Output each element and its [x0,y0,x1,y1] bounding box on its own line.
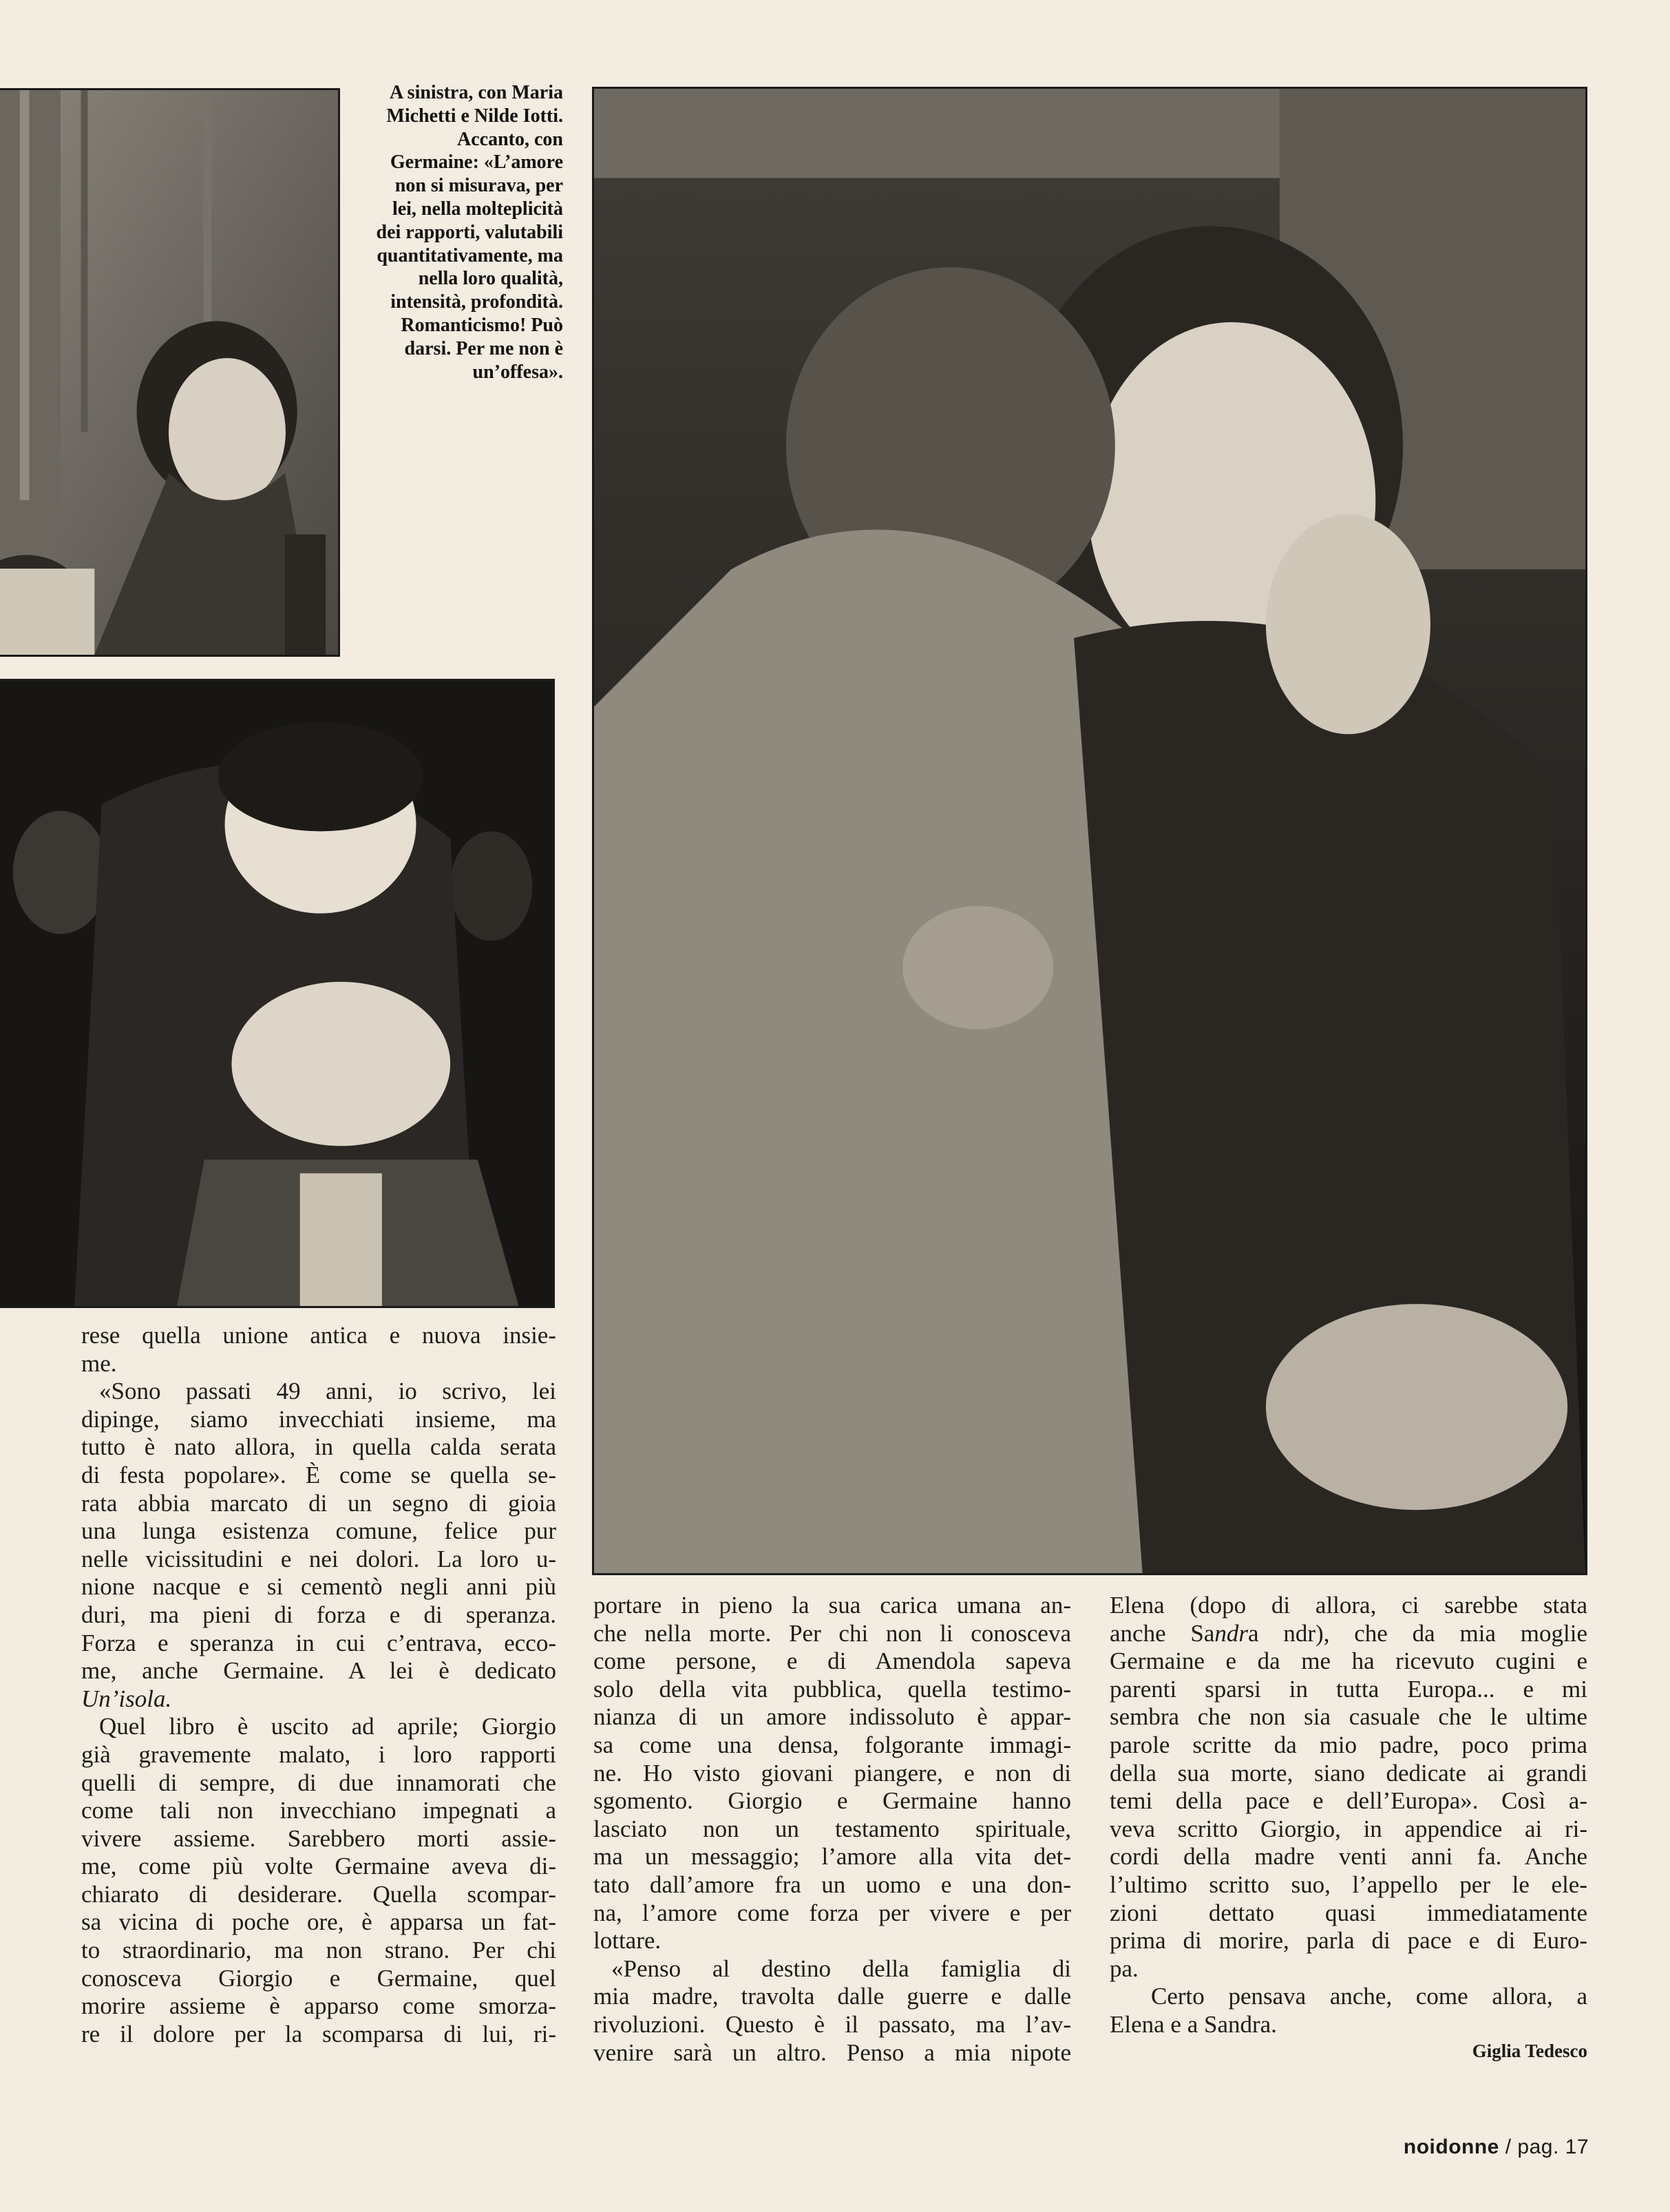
photo-couple-embrace [592,87,1587,1575]
text-line: parole scritte da mio padre, poco prima [1110,1731,1587,1758]
text-line: «Penso al destino della famiglia di [611,1955,1071,1982]
text-line: della sua morte, siano dedicate ai grandi [1110,1759,1587,1787]
page-number: pag. 17 [1517,2136,1589,2158]
text-line: Elena e a Sandra. [1110,2010,1277,2038]
article-column-2 [593,1592,1071,2067]
caption-line: A sinistra, con Maria [390,82,563,103]
text-line: lasciato non un testamento spirituale, [593,1815,1071,1842]
article-column-3 [1110,1592,1587,2039]
caption-line: nella loro qualità, [418,268,563,290]
caption-line: Germaine: «L’amore [390,151,563,173]
text-line: cordi della madre venti anni fa. Anche [1110,1843,1587,1871]
text-line: temi della pace e dell’Europa». Così a- [1110,1787,1587,1815]
caption-line: lei, nella molteplicità [392,198,563,220]
caption-line: quantitativamente, ma [377,244,563,266]
text-line: me, come più volte Germaine aveva di- [81,1853,556,1880]
text-line: conosceva Giorgio e Germaine, quel [81,1964,556,1992]
text-line: mia madre, travolta dalle guerre e dalle [593,1983,1071,2010]
caption-line: Michetti e Nilde Iotti. [386,105,563,127]
text-line: portare in pieno la sua carica umana an- [593,1592,1071,1619]
caption-line: dei rapporti, valutabili [376,221,563,243]
text-line: anche Sandra ndr), che da mia moglie [1110,1619,1587,1647]
text-line: vivere assieme. Sarebbero morti assie- [81,1824,556,1852]
magazine-name: noidonne [1403,2136,1499,2158]
text-line: ne. Ho visto giovani piangere, e non di [593,1759,1071,1787]
text-line: duri, ma pieni di forza e di speranza. [81,1601,556,1628]
text-line: tutto è nato allora, in quella calda serata [81,1433,556,1461]
text-line: già gravemente malato, i loro rapporti [81,1740,556,1768]
photo-caption [336,81,563,383]
text-line: rese quella unione antica e nuova insie- [81,1322,556,1349]
text-line: ma un messaggio; l’amore alla vita det- [593,1843,1071,1871]
photo-woman-smiling [0,88,340,657]
text-line: parenti sparsi in tutta Europa... e mi [1110,1675,1587,1703]
text-line: dipinge, siamo invecchiati insieme, ma [81,1405,556,1433]
text-line: Elena (dopo di allora, ci sarebbe stata [1110,1592,1587,1619]
text-line: to straordinario, ma non strano. Per chi [81,1937,556,1964]
caption-line: Romanticismo! Può [401,314,563,336]
text-line: sa vicina di poche ore, è apparsa un fat- [81,1908,556,1936]
text-line: zioni dettato quasi immediatamente [1110,1899,1587,1926]
text-line: nione nacque e si cementò negli anni più [81,1573,556,1601]
editor-note: ndr [1214,1619,1249,1647]
caption-line: intensità, profondità. [390,291,563,313]
text-line: venire sarà un altro. Penso a mia nipote [593,2039,1071,2066]
text-line: l’ultimo scritto suo, l’appello per le ele- [1110,1871,1587,1898]
text-line: me, anche Germaine. A lei è dedicato [81,1657,556,1685]
text-line: che nella morte. Per chi non li conosceva [593,1619,1071,1647]
text-line: sembra che non sia casuale che le ultime [1110,1703,1587,1731]
text-line: come tali non invecchiano impegnati a [81,1797,556,1824]
text-line: di festa popolare». È come se quella se- [81,1461,556,1488]
text-line: Quel libro è uscito ad aprile; Giorgio [99,1713,556,1740]
text-line: re il dolore per la scomparsa di lui, ri- [81,2020,556,2047]
photo-older-man-clasped-hands [0,679,555,1308]
text-line: rata abbia marcato di un segno di gioia [81,1489,556,1517]
text-line: sgomento. Giorgio e Germaine hanno [593,1787,1071,1815]
text-line: pa. [1110,1955,1139,1982]
text-line: prima di morire, parla di pace e di Euro- [1110,1927,1587,1955]
page-footer [1404,2136,1589,2159]
article-column-1 [81,1322,556,2048]
text-line: una lunga esistenza comune, felice pur [81,1517,556,1545]
book-title: Un’isola. [81,1685,172,1712]
text-line: come persone, e di Amendola sapeva [593,1647,1071,1675]
caption-line: Accanto, con [457,128,563,150]
caption-line: darsi. Per me non è [404,337,563,359]
text-line: Germaine e da me ha ricevuto cugini e [1110,1647,1587,1675]
caption-line: non si misurava, per [394,175,563,197]
text-line: solo della vita pubblica, quella testimo- [593,1675,1071,1703]
text-line: Certo pensava anche, come allora, a [1151,1983,1587,2010]
text-line: «Sono passati 49 anni, io scrivo, lei [99,1378,556,1405]
footer-separator: / [1505,2136,1512,2158]
text-line: nelle vicissitudini e nei dolori. La loro u- [81,1545,556,1572]
text-line: lottare. [593,1927,662,1955]
text-line: rivoluzioni. Questo è il passato, ma l’av- [593,2010,1071,2038]
text-line: tato dall’amore fra un uomo e una don- [593,1871,1071,1898]
text-line: chiarato di desiderare. Quella scompar- [81,1880,556,1908]
text-line: na, l’amore come forza per vivere e per [593,1899,1071,1926]
text-line: Forza e speranza in cui c’entrava, ecco- [81,1629,556,1656]
text-line: veva scritto Giorgio, in appendice ai ri- [1110,1815,1587,1842]
text-line: nianza di un amore indissoluto è appar- [593,1703,1071,1731]
text-line: morire assieme è apparso come smorza- [81,1992,556,2020]
caption-line: un’offesa». [472,361,563,383]
text-line: me. [81,1349,117,1377]
text-line: quelli di sempre, di due innamorati che [81,1769,556,1796]
author-signature: Giglia Tedesco [1472,2041,1587,2061]
text-line: sa come una densa, folgorante immagi- [593,1731,1071,1758]
